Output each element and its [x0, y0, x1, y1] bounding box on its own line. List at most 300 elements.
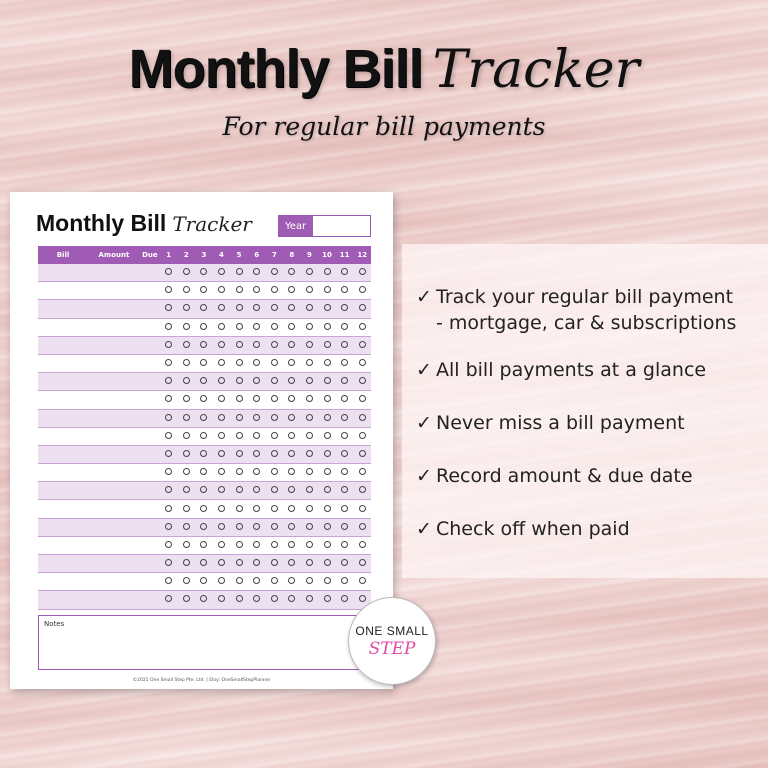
paid-circle-icon[interactable]	[236, 268, 243, 275]
paid-circle-icon[interactable]	[236, 450, 243, 457]
paid-circle-icon[interactable]	[183, 468, 190, 475]
paid-circle-icon[interactable]	[183, 595, 190, 602]
paid-circle-icon[interactable]	[218, 595, 225, 602]
paid-circle-icon[interactable]	[218, 468, 225, 475]
paid-checkbox-cell	[336, 541, 354, 550]
paid-circle-icon[interactable]	[236, 286, 243, 293]
paid-circle-icon[interactable]	[183, 323, 190, 330]
paid-circle-icon[interactable]	[341, 414, 348, 421]
paid-circle-icon[interactable]	[324, 323, 331, 330]
paid-circle-icon[interactable]	[359, 268, 366, 275]
paid-circle-icon[interactable]	[236, 577, 243, 584]
paid-circle-icon[interactable]	[306, 377, 313, 384]
paid-circle-icon[interactable]	[253, 286, 260, 293]
paid-checkbox-cell	[213, 414, 231, 423]
paid-checkbox-cell	[213, 395, 231, 404]
paid-circle-icon[interactable]	[306, 468, 313, 475]
paid-checkbox-cell	[160, 432, 178, 441]
paid-checkbox-cell	[195, 505, 213, 514]
paid-checkbox-cell	[195, 559, 213, 568]
year-input[interactable]	[313, 216, 370, 236]
paid-circle-icon[interactable]	[236, 304, 243, 311]
paid-circle-icon[interactable]	[288, 414, 295, 421]
paid-circle-icon[interactable]	[200, 595, 207, 602]
paid-circle-icon[interactable]	[288, 359, 295, 366]
paid-circle-icon[interactable]	[165, 377, 172, 384]
paid-checkbox-cell	[213, 541, 231, 550]
paid-circle-icon[interactable]	[200, 395, 207, 402]
paid-circle-icon[interactable]	[359, 468, 366, 475]
paid-circle-icon[interactable]	[324, 468, 331, 475]
paid-circle-icon[interactable]	[165, 395, 172, 402]
paid-circle-icon[interactable]	[200, 414, 207, 421]
paid-circle-icon[interactable]	[359, 523, 366, 530]
paid-circle-icon[interactable]	[271, 268, 278, 275]
paid-circle-icon[interactable]	[218, 559, 225, 566]
paid-circle-icon[interactable]	[271, 377, 278, 384]
paid-circle-icon[interactable]	[359, 304, 366, 311]
paid-circle-icon[interactable]	[324, 541, 331, 548]
paid-checkbox-cell	[301, 450, 319, 459]
paid-circle-icon[interactable]	[200, 577, 207, 584]
paid-circle-icon[interactable]	[218, 359, 225, 366]
paid-circle-icon[interactable]	[165, 414, 172, 421]
paid-circle-icon[interactable]	[341, 286, 348, 293]
paid-circle-icon[interactable]	[218, 395, 225, 402]
paid-circle-icon[interactable]	[324, 377, 331, 384]
paid-circle-icon[interactable]	[306, 505, 313, 512]
paid-circle-icon[interactable]	[218, 286, 225, 293]
paid-checkbox-cell	[318, 505, 336, 514]
paid-circle-icon[interactable]	[341, 559, 348, 566]
paid-circle-icon[interactable]	[200, 359, 207, 366]
paid-circle-icon[interactable]	[183, 577, 190, 584]
paid-circle-icon[interactable]	[200, 304, 207, 311]
notes-box[interactable]	[38, 615, 371, 670]
paid-circle-icon[interactable]	[200, 323, 207, 330]
paid-circle-icon[interactable]	[165, 486, 172, 493]
paid-circle-icon[interactable]	[253, 577, 260, 584]
paid-circle-icon[interactable]	[200, 341, 207, 348]
paid-circle-icon[interactable]	[271, 323, 278, 330]
paid-circle-icon[interactable]	[218, 486, 225, 493]
paid-checkbox-cell	[195, 268, 213, 277]
paid-circle-icon[interactable]	[271, 304, 278, 311]
table-row	[38, 555, 371, 573]
paid-circle-icon[interactable]	[341, 304, 348, 311]
paid-circle-icon[interactable]	[288, 268, 295, 275]
paid-circle-icon[interactable]	[236, 377, 243, 384]
paid-checkbox-cell	[160, 359, 178, 368]
paid-circle-icon[interactable]	[183, 395, 190, 402]
paid-circle-icon[interactable]	[306, 341, 313, 348]
feature-item	[416, 284, 736, 336]
paid-circle-icon[interactable]	[359, 432, 366, 439]
paid-checkbox-cell	[248, 268, 266, 277]
paid-circle-icon[interactable]	[200, 523, 207, 530]
paid-circle-icon[interactable]	[306, 359, 313, 366]
paid-circle-icon[interactable]	[183, 486, 190, 493]
table-row	[38, 500, 371, 518]
paid-circle-icon[interactable]	[324, 341, 331, 348]
paid-circle-icon[interactable]	[324, 414, 331, 421]
paid-circle-icon[interactable]	[271, 595, 278, 602]
paid-checkbox-cell	[160, 468, 178, 477]
paid-circle-icon[interactable]	[288, 432, 295, 439]
paid-checkbox-cell	[230, 286, 248, 295]
paid-circle-icon[interactable]	[165, 304, 172, 311]
paid-checkbox-cell	[178, 505, 196, 514]
paid-checkbox-cell	[248, 395, 266, 404]
paid-circle-icon[interactable]	[183, 523, 190, 530]
paid-checkbox-cell	[178, 286, 196, 295]
paid-circle-icon[interactable]	[341, 486, 348, 493]
paid-checkbox-cell	[354, 304, 372, 313]
paid-checkbox-cell	[318, 304, 336, 313]
paid-checkbox-cell	[301, 359, 319, 368]
paid-circle-icon[interactable]	[306, 523, 313, 530]
paid-circle-icon[interactable]	[253, 505, 260, 512]
paid-circle-icon[interactable]	[306, 395, 313, 402]
paid-circle-icon[interactable]	[306, 432, 313, 439]
paid-circle-icon[interactable]	[341, 432, 348, 439]
paid-circle-icon[interactable]	[165, 268, 172, 275]
paid-circle-icon[interactable]	[165, 577, 172, 584]
paid-circle-icon[interactable]	[218, 432, 225, 439]
paid-circle-icon[interactable]	[324, 523, 331, 530]
paid-circle-icon[interactable]	[341, 541, 348, 548]
paid-circle-icon[interactable]	[165, 468, 172, 475]
paid-circle-icon[interactable]	[341, 577, 348, 584]
paid-circle-icon[interactable]	[324, 286, 331, 293]
paid-circle-icon[interactable]	[359, 414, 366, 421]
check-icon: ✓	[416, 465, 432, 487]
paid-checkbox-cell	[195, 468, 213, 477]
paid-circle-icon[interactable]	[324, 304, 331, 311]
paid-circle-icon[interactable]	[271, 450, 278, 457]
paid-circle-icon[interactable]	[324, 450, 331, 457]
paid-circle-icon[interactable]	[253, 359, 260, 366]
paid-circle-icon[interactable]	[324, 395, 331, 402]
paid-circle-icon[interactable]	[341, 359, 348, 366]
paid-circle-icon[interactable]	[253, 377, 260, 384]
paid-circle-icon[interactable]	[359, 450, 366, 457]
paid-circle-icon[interactable]	[359, 323, 366, 330]
paid-circle-icon[interactable]	[165, 323, 172, 330]
paid-checkbox-cell	[283, 559, 301, 568]
paid-circle-icon[interactable]	[253, 432, 260, 439]
paid-circle-icon[interactable]	[359, 341, 366, 348]
paid-checkbox-cell	[213, 432, 231, 441]
paid-checkbox-cell	[248, 523, 266, 532]
paid-checkbox-cell	[195, 541, 213, 550]
paid-circle-icon[interactable]	[200, 559, 207, 566]
paid-circle-icon[interactable]	[165, 286, 172, 293]
paid-circle-icon[interactable]	[183, 268, 190, 275]
paid-circle-icon[interactable]	[341, 395, 348, 402]
paid-checkbox-cell	[160, 595, 178, 604]
paid-circle-icon[interactable]	[183, 359, 190, 366]
paid-circle-icon[interactable]	[218, 377, 225, 384]
paid-checkbox-cell	[160, 323, 178, 332]
paid-checkbox-cell	[318, 486, 336, 495]
paid-circle-icon[interactable]	[341, 323, 348, 330]
paid-circle-icon[interactable]	[306, 323, 313, 330]
paid-circle-icon[interactable]	[341, 341, 348, 348]
paid-circle-icon[interactable]	[288, 486, 295, 493]
paid-circle-icon[interactable]	[271, 414, 278, 421]
paid-checkbox-cell	[336, 450, 354, 459]
paid-circle-icon[interactable]	[218, 541, 225, 548]
paid-checkbox-cell	[283, 268, 301, 277]
paid-circle-icon[interactable]	[165, 559, 172, 566]
paid-circle-icon[interactable]	[288, 523, 295, 530]
paid-circle-icon[interactable]	[341, 450, 348, 457]
paid-circle-icon[interactable]	[200, 268, 207, 275]
paid-circle-icon[interactable]	[253, 304, 260, 311]
paid-checkbox-cell	[318, 377, 336, 386]
paid-circle-icon[interactable]	[324, 559, 331, 566]
paid-checkbox-cell	[195, 432, 213, 441]
paid-circle-icon[interactable]	[200, 541, 207, 548]
paid-circle-icon[interactable]	[341, 505, 348, 512]
paid-circle-icon[interactable]	[236, 395, 243, 402]
paid-circle-icon[interactable]	[341, 523, 348, 530]
paid-circle-icon[interactable]	[271, 523, 278, 530]
paid-circle-icon[interactable]	[271, 286, 278, 293]
paid-circle-icon[interactable]	[306, 595, 313, 602]
paid-checkbox-cell	[283, 323, 301, 332]
paid-circle-icon[interactable]	[253, 268, 260, 275]
paid-circle-icon[interactable]	[324, 595, 331, 602]
paid-circle-icon[interactable]	[288, 304, 295, 311]
paid-checkbox-cell	[178, 595, 196, 604]
paid-circle-icon[interactable]	[271, 541, 278, 548]
paid-circle-icon[interactable]	[288, 450, 295, 457]
paid-checkbox-cell	[318, 559, 336, 568]
paid-circle-icon[interactable]	[165, 541, 172, 548]
paid-circle-icon[interactable]	[271, 577, 278, 584]
paid-circle-icon[interactable]	[253, 341, 260, 348]
paid-circle-icon[interactable]	[288, 377, 295, 384]
paid-circle-icon[interactable]	[200, 450, 207, 457]
year-field[interactable]	[278, 215, 371, 237]
paid-circle-icon[interactable]	[218, 505, 225, 512]
paid-circle-icon[interactable]	[236, 559, 243, 566]
paid-circle-icon[interactable]	[288, 341, 295, 348]
paid-checkbox-cell	[178, 450, 196, 459]
paid-circle-icon[interactable]	[359, 559, 366, 566]
paid-checkbox-cell	[230, 595, 248, 604]
paid-circle-icon[interactable]	[236, 414, 243, 421]
paid-circle-icon[interactable]	[288, 395, 295, 402]
paid-circle-icon[interactable]	[288, 468, 295, 475]
paid-circle-icon[interactable]	[359, 377, 366, 384]
paid-circle-icon[interactable]	[183, 505, 190, 512]
paid-circle-icon[interactable]	[165, 523, 172, 530]
paid-circle-icon[interactable]	[165, 359, 172, 366]
paid-circle-icon[interactable]	[288, 323, 295, 330]
paid-circle-icon[interactable]	[253, 595, 260, 602]
paid-checkbox-cell	[160, 486, 178, 495]
paid-circle-icon[interactable]	[359, 505, 366, 512]
paid-circle-icon[interactable]	[253, 468, 260, 475]
paid-circle-icon[interactable]	[271, 559, 278, 566]
paid-checkbox-cell	[318, 450, 336, 459]
paid-checkbox-cell	[283, 341, 301, 350]
paid-circle-icon[interactable]	[306, 486, 313, 493]
paid-circle-icon[interactable]	[306, 559, 313, 566]
header-month: 9	[307, 251, 312, 259]
paid-circle-icon[interactable]	[359, 595, 366, 602]
paid-circle-icon[interactable]	[183, 286, 190, 293]
paid-checkbox-cell	[301, 395, 319, 404]
paid-circle-icon[interactable]	[236, 359, 243, 366]
paid-circle-icon[interactable]	[253, 395, 260, 402]
paid-checkbox-cell	[230, 304, 248, 313]
paid-circle-icon[interactable]	[236, 505, 243, 512]
paid-circle-icon[interactable]	[236, 468, 243, 475]
paid-circle-icon[interactable]	[218, 450, 225, 457]
paid-circle-icon[interactable]	[306, 304, 313, 311]
paid-circle-icon[interactable]	[236, 432, 243, 439]
paid-checkbox-cell	[248, 286, 266, 295]
paid-circle-icon[interactable]	[324, 486, 331, 493]
paid-circle-icon[interactable]	[218, 414, 225, 421]
paid-checkbox-cell	[266, 432, 284, 441]
paid-circle-icon[interactable]	[200, 432, 207, 439]
paid-circle-icon[interactable]	[271, 486, 278, 493]
paid-circle-icon[interactable]	[218, 268, 225, 275]
paid-circle-icon[interactable]	[236, 486, 243, 493]
paid-circle-icon[interactable]	[271, 341, 278, 348]
paid-circle-icon[interactable]	[253, 486, 260, 493]
paid-circle-icon[interactable]	[324, 268, 331, 275]
paid-circle-icon[interactable]	[236, 523, 243, 530]
paid-circle-icon[interactable]	[288, 505, 295, 512]
paid-circle-icon[interactable]	[359, 486, 366, 493]
paid-circle-icon[interactable]	[183, 432, 190, 439]
paid-circle-icon[interactable]	[236, 595, 243, 602]
paid-circle-icon[interactable]	[271, 395, 278, 402]
paid-circle-icon[interactable]	[359, 541, 366, 548]
paid-checkbox-cell	[301, 377, 319, 386]
paid-circle-icon[interactable]	[324, 505, 331, 512]
paid-circle-icon[interactable]	[253, 559, 260, 566]
paid-circle-icon[interactable]	[165, 595, 172, 602]
paid-circle-icon[interactable]	[306, 577, 313, 584]
paid-circle-icon[interactable]	[359, 395, 366, 402]
paid-circle-icon[interactable]	[271, 468, 278, 475]
paid-circle-icon[interactable]	[200, 505, 207, 512]
paid-circle-icon[interactable]	[359, 286, 366, 293]
paid-circle-icon[interactable]	[253, 523, 260, 530]
check-icon: ✓	[416, 286, 432, 308]
paid-circle-icon[interactable]	[306, 450, 313, 457]
paid-circle-icon[interactable]	[200, 468, 207, 475]
paid-circle-icon[interactable]	[200, 486, 207, 493]
paid-circle-icon[interactable]	[306, 286, 313, 293]
paid-circle-icon[interactable]	[306, 268, 313, 275]
paid-circle-icon[interactable]	[341, 268, 348, 275]
paid-circle-icon[interactable]	[236, 541, 243, 548]
table-row	[38, 464, 371, 482]
paid-circle-icon[interactable]	[183, 377, 190, 384]
paid-circle-icon[interactable]	[253, 414, 260, 421]
paid-circle-icon[interactable]	[341, 595, 348, 602]
paid-circle-icon[interactable]	[288, 541, 295, 548]
paid-circle-icon[interactable]	[218, 323, 225, 330]
paid-circle-icon[interactable]	[183, 414, 190, 421]
feature-text: Record amount & due date	[436, 465, 693, 487]
paid-circle-icon[interactable]	[271, 432, 278, 439]
paid-circle-icon[interactable]	[271, 359, 278, 366]
paid-circle-icon[interactable]	[324, 432, 331, 439]
paid-circle-icon[interactable]	[306, 414, 313, 421]
paid-checkbox-cell	[213, 359, 231, 368]
table-row	[38, 300, 371, 318]
paid-checkbox-cell	[283, 486, 301, 495]
paid-circle-icon[interactable]	[183, 559, 190, 566]
paid-circle-icon[interactable]	[288, 595, 295, 602]
paid-checkbox-cell	[195, 323, 213, 332]
paid-checkbox-cell	[178, 268, 196, 277]
paid-circle-icon[interactable]	[341, 468, 348, 475]
paid-circle-icon[interactable]	[253, 450, 260, 457]
paid-circle-icon[interactable]	[288, 577, 295, 584]
paid-circle-icon[interactable]	[200, 286, 207, 293]
paid-circle-icon[interactable]	[183, 304, 190, 311]
paid-circle-icon[interactable]	[324, 577, 331, 584]
paid-circle-icon[interactable]	[288, 559, 295, 566]
paid-circle-icon[interactable]	[253, 323, 260, 330]
table-row	[38, 282, 371, 300]
paid-circle-icon[interactable]	[271, 505, 278, 512]
paid-circle-icon[interactable]	[218, 341, 225, 348]
paid-circle-icon[interactable]	[306, 541, 313, 548]
paid-circle-icon[interactable]	[183, 341, 190, 348]
bill-table	[38, 246, 371, 610]
paid-checkbox-cell	[248, 341, 266, 350]
paid-circle-icon[interactable]	[324, 359, 331, 366]
paid-circle-icon[interactable]	[341, 377, 348, 384]
paid-circle-icon[interactable]	[253, 541, 260, 548]
paid-circle-icon[interactable]	[183, 541, 190, 548]
paid-circle-icon[interactable]	[218, 304, 225, 311]
paid-checkbox-cell	[266, 323, 284, 332]
paid-circle-icon[interactable]	[236, 341, 243, 348]
paid-checkbox-cell	[283, 359, 301, 368]
paid-circle-icon[interactable]	[165, 432, 172, 439]
paid-circle-icon[interactable]	[218, 577, 225, 584]
paid-circle-icon[interactable]	[288, 286, 295, 293]
paid-circle-icon[interactable]	[165, 505, 172, 512]
paid-circle-icon[interactable]	[165, 450, 172, 457]
paid-checkbox-cell	[160, 559, 178, 568]
paid-circle-icon[interactable]	[359, 577, 366, 584]
paid-checkbox-cell	[283, 595, 301, 604]
header-amount: Amount	[98, 251, 130, 259]
table-header	[38, 246, 371, 264]
paid-circle-icon[interactable]	[200, 377, 207, 384]
paid-circle-icon[interactable]	[359, 359, 366, 366]
paid-circle-icon[interactable]	[218, 523, 225, 530]
paid-circle-icon[interactable]	[236, 323, 243, 330]
paid-circle-icon[interactable]	[183, 450, 190, 457]
paid-checkbox-cell	[354, 377, 372, 386]
paid-checkbox-cell	[160, 304, 178, 313]
paid-circle-icon[interactable]	[165, 341, 172, 348]
